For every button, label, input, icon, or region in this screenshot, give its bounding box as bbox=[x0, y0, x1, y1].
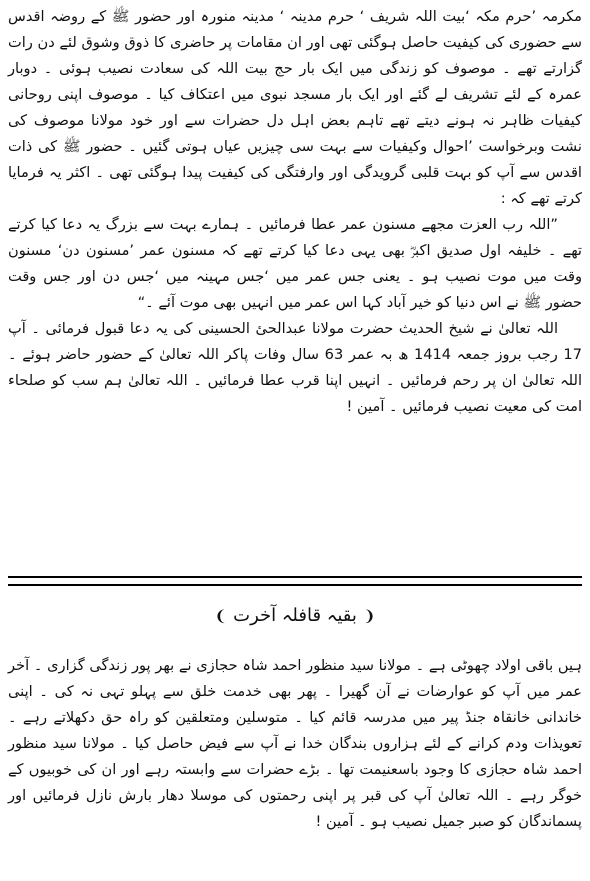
ornament-left-bracket-icon: ❩ bbox=[214, 607, 228, 625]
section-divider-top-rule bbox=[8, 576, 582, 578]
paragraph-death-notice: اللہ تعالیٰ نے شیخ الحدیث حضرت مولانا عبدالحیٔ الحسینی کی یہ دعا قبول فرمائی ۔ آپ 17 رجب بروز جمعہ 1414 ھ بہ عمر 63 سال وفات پاکر اللہ تعالیٰ کے حضور حاضر ہوئے ۔ اللہ تعالیٰ ان پر رحم فرمائیں ۔ انہیں اپنا قرب عطا فرمائیں ۔ اللہ تعالیٰ ہم سب کو صلحاء امت کی معیت نصیب فرمائیں ۔ آمین ! bbox=[8, 320, 582, 415]
paragraph-continuation: ہیں باقی اولاد چھوٹی ہے ۔ مولانا سید منظور احمد شاہ حجازی نے بھر پور زندگی گزاری ۔ آخر عمر میں آپ کو عوارضات نے آن گھیرا ۔ پھر بھی خدمت خلق سے پہلو تہی نہ کی ۔ اپنی خاندانی خانقاہ جنڈ پیر میں مدرسہ قائم کیا ۔ متوسلین ومتعلقین کو راہ حق دکھلاتے رہے ۔ تعویذات ودم کرانے کے لئے ہزاروں بندگان خدا نے آپ سے فیض حاصل کیا ۔ مولانا سید منظور احمد شاہ حجازی کا وجود باسعنیمت تھا ۔ بڑے حضرات سے وابستہ رہے اور ان کی خوبیوں کے خوگر رہے ۔ اللہ تعالیٰ آپ کی قبر پر اپنی رحمتوں کی موسلا دھار بارش نازل فرمائیں اور پسماندگان کو صبر جمیل نصیب ہو ۔ آمین ! bbox=[8, 657, 582, 830]
section-heading bbox=[0, 596, 590, 636]
article-top bbox=[8, 4, 582, 420]
section-title: بقیہ قافلہ آخرت bbox=[233, 605, 357, 626]
section-divider-bottom-rule bbox=[8, 584, 582, 586]
paragraph-quote-prayer: ”اللہ رب العزت مجھے مسنون عمر عطا فرمائیں ۔ ہمارے بہت سے بزرگ یہ دعا کیا کرتے تھے ۔ خلیفہ اول صدیق اکبرؓ بھی یہی دعا کیا کرتے تھے کہ مسنون عمر ’مسنون دن‘ مسنون وقت میں موت نصیب ہو ۔ یعنی جس عمر میں ‘جس مہینہ میں ‘جس دن اور جس وقت حضور ﷺ نے اس دنیا کو خیر آباد کہا اس عمر میں انہیں بھی موت آئے ۔“ bbox=[8, 216, 582, 311]
ornament-right-bracket-icon: ❨ bbox=[362, 607, 376, 625]
paragraph-pilgrimage: مکرمہ ’حرم مکہ ‘بیت اللہ شریف ‘ حرم مدینہ ‘ مدینہ منورہ اور حضور ﷺ کے روضہ اقدس سے حضوری کی کیفیت حاصل ہوگئی تھی اور ان مقامات پر حاضری کا ذوق وشوق لئے دن رات گزارتے تھے ۔ موصوف کو زندگی میں ایک بار حج بیت اللہ کی سعادت نصیب ہوئی ۔ دوبار عمرہ کے لئے تشریف لے گئے اور ایک بار مسجد نبوی میں اعتکاف کیا ۔ موصوف اپنی روحانی کیفیات ظاہر نہ ہونے دیتے تھے تاہم بعض اہل دل حضرات سے اور خود مولانا موصوف کی نشت وبرخواست ’احوال وکیفیات سے بہت سی چیزیں عیاں ہوتی گئیں ۔ حضور ﷺ کی ذات اقدس سے آپ کو بہت قلبی گرویدگی اور وارفتگی کی کیفیت پیدا ہوگئی تھی ۔ اکثر یہ فرمایا کرتے تھے کہ : bbox=[8, 8, 582, 207]
article-bottom bbox=[8, 653, 582, 835]
